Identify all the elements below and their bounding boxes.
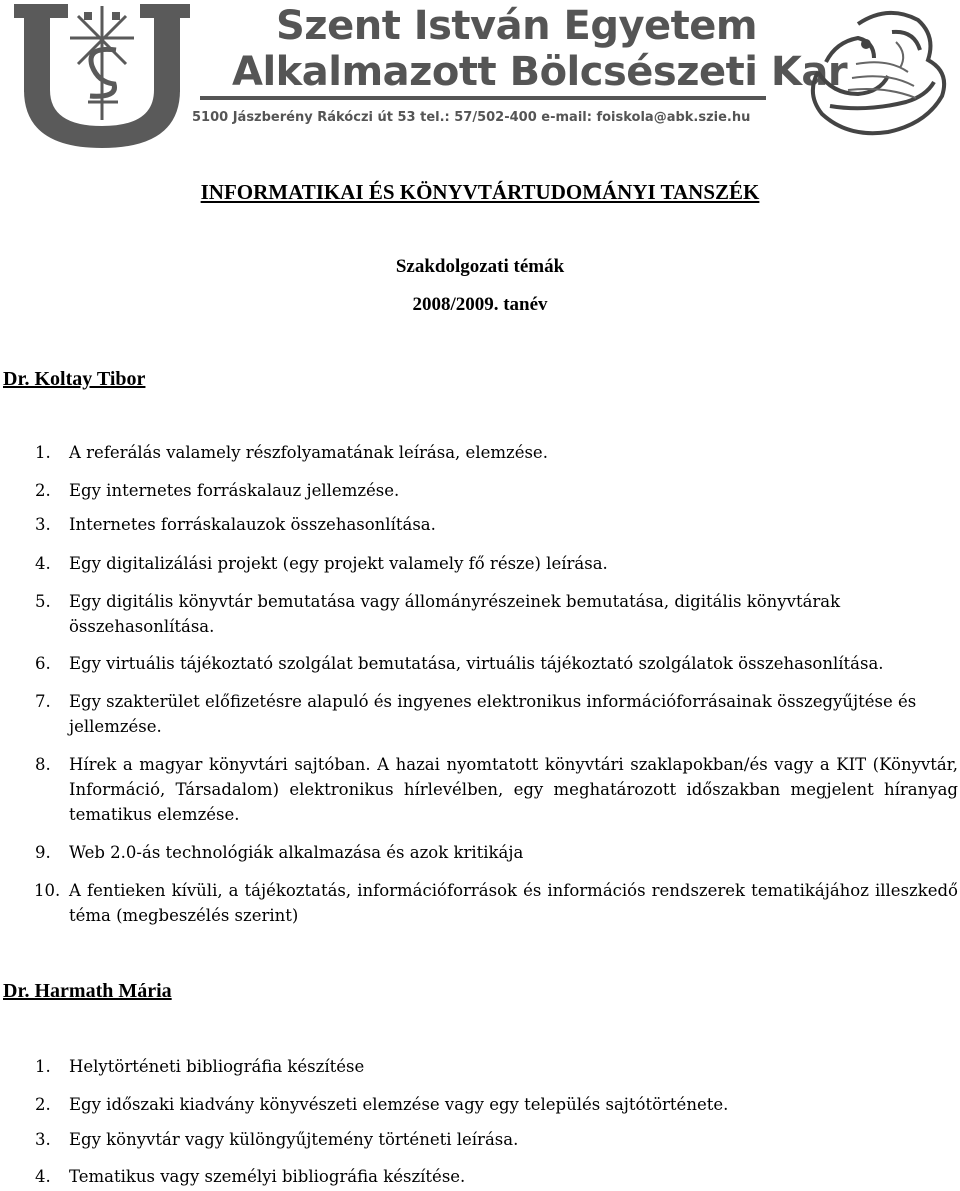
- university-name: Szent István Egyetem: [276, 3, 758, 49]
- item-number: 4.: [35, 1167, 51, 1186]
- item-text: Egy könyvtár vagy különgyűjtemény történeti leírása.: [69, 1130, 519, 1149]
- item-number: 9.: [35, 843, 51, 862]
- item-text: Egy digitalizálási projekt (egy projekt valamely fő része) leírása.: [69, 554, 608, 573]
- item-text: Web 2.0-ás technológiák alkalmazása és azok kritikája: [69, 843, 524, 862]
- item-number: 4.: [35, 554, 51, 573]
- item-number: 1.: [35, 443, 51, 462]
- subtitle: Szakdolgozati témák: [395, 256, 565, 277]
- bird-emblem-logo: [796, 2, 958, 142]
- item-text: Internetes forráskalauzok összehasonlítása.: [69, 515, 436, 534]
- item-number: 1.: [35, 1057, 51, 1076]
- letterhead: [0, 0, 960, 150]
- item-number: 2.: [35, 1095, 51, 1114]
- item-number: 7.: [35, 692, 51, 711]
- item-text: A referálás valamely részfolyamatának leírása, elemzése.: [69, 443, 548, 462]
- item-text: Egy digitális könyvtár bemutatása vagy állományrészeinek bemutatása, digitális könyvtárak összehasonlítása.: [69, 592, 841, 636]
- header-divider: [200, 96, 766, 100]
- item-number: 10.: [34, 881, 61, 900]
- address-line: 5100 Jászberény Rákóczi út 53 tel.: 57/502-400 e-mail: foiskola@abk.szie.hu: [192, 110, 751, 125]
- item-text: Egy időszaki kiadvány könyvészeti elemzése vagy egy település sajtótörténete.: [69, 1095, 729, 1114]
- item-text: Helytörténeti bibliográfia készítése: [69, 1057, 365, 1076]
- item-number: 3.: [35, 1130, 51, 1149]
- department-title: INFORMATIKAI ÉS KÖNYVTÁRTUDOMÁNYI TANSZÉK: [200, 180, 760, 204]
- item-number: 6.: [35, 654, 51, 673]
- author-name: Dr. Harmath Mária: [3, 980, 172, 1002]
- item-text: A fentieken kívüli, a tájékoztatás, információforrások és információs rendszerek tematikájához illeszkedő téma (megbeszélés szerint): [69, 881, 958, 925]
- item-text: Hírek a magyar könyvtári sajtóban. A hazai nyomtatott könyvtári szaklapokban/és vagy a KIT (Könyvtár, Információ, Társadalom) elektronikus hírlevélben, egy meghatározott időszakban megjelent híranyag tematikus elemzése.: [69, 755, 958, 824]
- item-text: Egy virtuális tájékoztató szolgálat bemutatása, virtuális tájékoztató szolgálatok összehasonlítása.: [69, 654, 884, 673]
- item-number: 5.: [35, 592, 51, 611]
- item-number: 2.: [35, 481, 51, 500]
- item-number: 8.: [35, 755, 51, 774]
- author-name: Dr. Koltay Tibor: [3, 368, 146, 390]
- item-text: Egy szakterület előfizetésre alapuló és ingyenes elektronikus információforrásainak összegyűjtése és jellemzése.: [69, 692, 917, 736]
- item-text: Tematikus vagy személyi bibliográfia készítése.: [69, 1167, 466, 1186]
- item-text: Egy internetes forráskalauz jellemzése.: [69, 481, 400, 500]
- item-number: 3.: [35, 515, 51, 534]
- faculty-name: Alkalmazott Bölcsészeti Kar: [232, 49, 848, 95]
- school-year: 2008/2009. tanév: [412, 294, 548, 315]
- university-monogram-logo: [14, 2, 190, 150]
